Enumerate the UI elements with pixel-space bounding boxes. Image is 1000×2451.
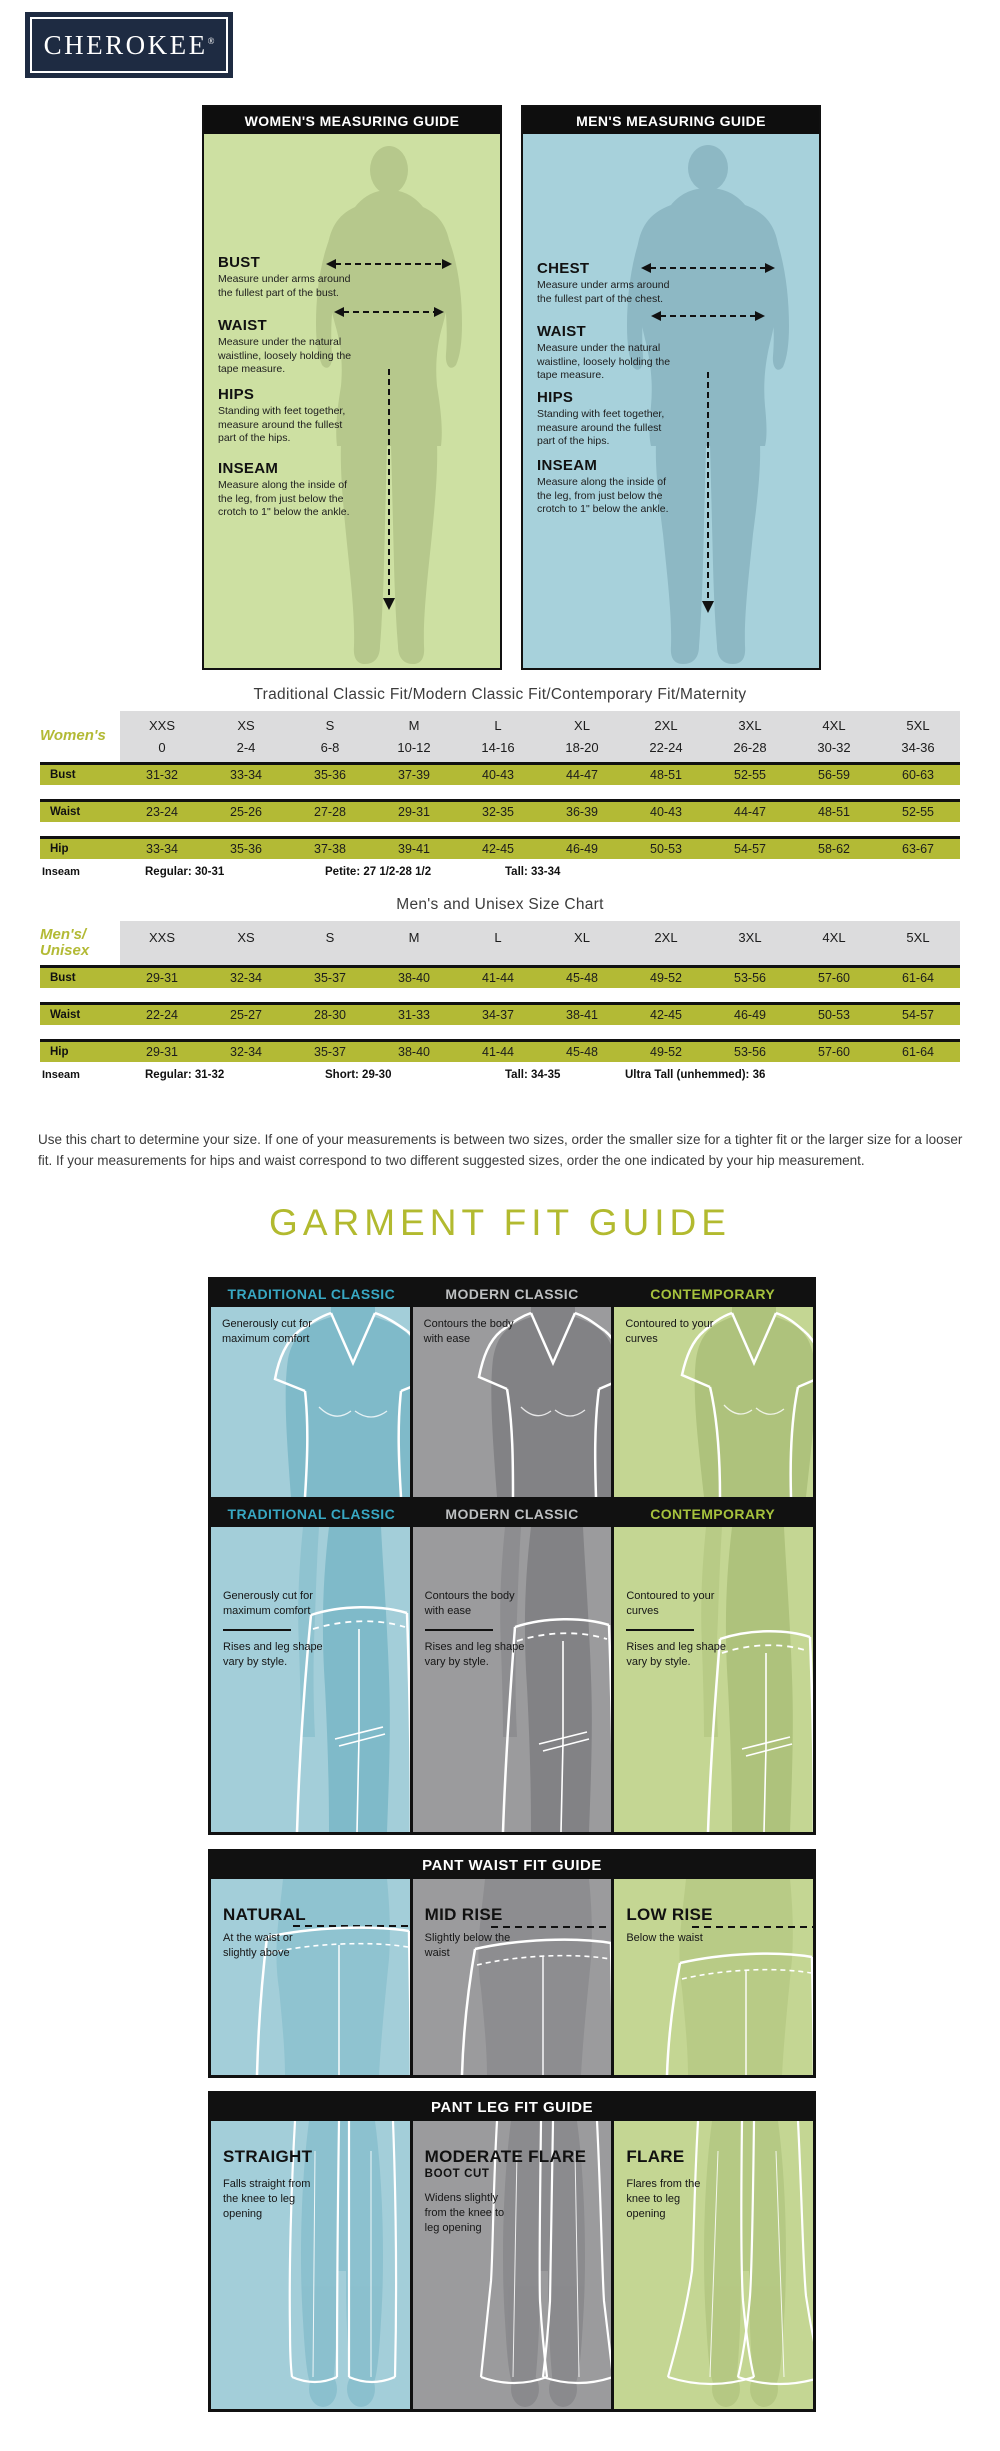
mens-guide-title: MEN'S MEASURING GUIDE: [523, 107, 819, 134]
mid-rise-waist-panel: [413, 1879, 612, 2075]
mens-guide-body: [523, 134, 819, 668]
traditional-classic-heading: TRADITIONAL CLASSIC: [227, 1285, 396, 1302]
table-cell: 33-34: [230, 768, 262, 782]
table-cell: 45-48: [566, 971, 598, 985]
table-cell: 35-37: [314, 1045, 346, 1059]
table-cell: 38-41: [566, 1008, 598, 1022]
table-cell: 57-60: [818, 971, 850, 985]
guide-section-hips: [218, 386, 356, 446]
scrub-pant-illustration: [211, 1527, 410, 1832]
womens-guide-title: WOMEN'S MEASURING GUIDE: [204, 107, 500, 134]
womens-size-chart: [40, 686, 960, 883]
table-cell: 0: [158, 740, 166, 755]
moderate-flare-leg-panel: [413, 2121, 612, 2409]
straight-label: STRAIGHT: [223, 2147, 313, 2166]
table-cell: XXS: [148, 930, 175, 945]
size-numbers-row: [120, 740, 960, 755]
mens-size-chart: [40, 896, 960, 1086]
inseam-petite: Petite: 27 1/2-28 1/2: [325, 866, 432, 878]
fit-description: Generously cut for maximum comfort: [223, 1590, 313, 1617]
natural-label: NATURAL: [223, 1905, 306, 1924]
table-cell: 14-16: [481, 740, 515, 755]
table-cell: XL: [574, 930, 590, 945]
modern-classic-heading: MODERN CLASSIC: [445, 1505, 579, 1522]
inseam-tall: Tall: 33-34: [505, 866, 561, 878]
section-label: HIPS: [537, 389, 574, 406]
table-cell: M: [408, 930, 420, 945]
womens-guide-body: [204, 134, 500, 668]
table-cell: S: [325, 718, 335, 733]
table-cell: 39-41: [398, 842, 430, 856]
table-cell: 34-37: [482, 1008, 514, 1022]
natural-waist-panel: [211, 1879, 410, 2075]
section-text: Measure under arms around the fullest part of the bust.: [218, 273, 351, 299]
bust-row: [40, 965, 960, 988]
inseam-row: [40, 861, 960, 883]
section-text: Measure under the natural waistline, loosely holding the tape measure.: [218, 336, 352, 376]
table-cell: 37-38: [314, 842, 346, 856]
flare-label: FLARE: [626, 2147, 685, 2166]
table-cell: 5XL: [906, 930, 930, 945]
pant-waist-fit-title: PANT WAIST FIT GUIDE: [422, 1857, 602, 1874]
table-cell: 28-30: [314, 1008, 346, 1022]
flare-leg-panel: [614, 2121, 813, 2409]
table-cell: 36-39: [566, 805, 598, 819]
table-cell: 38-40: [398, 1045, 430, 1059]
table-cell: 31-33: [398, 1008, 430, 1022]
inseam-row: [40, 1064, 960, 1086]
table-cell: 27-28: [314, 805, 346, 819]
mens-row-group-label: [40, 921, 120, 965]
pants-fit-header: [211, 1500, 813, 1527]
table-cell: M: [408, 718, 420, 733]
row-label: Waist: [50, 806, 81, 818]
section-text: Measure along the inside of the leg, from just below the crotch to 1" below the ankle.: [537, 476, 669, 516]
table-cell: 3XL: [738, 718, 762, 733]
table-cell: 48-51: [650, 768, 682, 782]
row-label: Hip: [50, 843, 69, 855]
table-cell: 4XL: [822, 718, 846, 733]
table-cell: 50-53: [818, 1008, 850, 1022]
table-cell: 61-64: [902, 1045, 934, 1059]
table-cell: 25-27: [230, 1008, 262, 1022]
table-cell: 29-31: [398, 805, 430, 819]
inseam-short: Short: 29-30: [325, 1069, 392, 1081]
row-label: Hip: [50, 1046, 69, 1058]
fit-subnote: Rises and leg shape vary by style.: [626, 1640, 727, 1668]
row-values: [120, 805, 960, 819]
table-cell: 49-52: [650, 971, 682, 985]
table-cell: 33-34: [146, 842, 178, 856]
table-cell: 41-44: [482, 971, 514, 985]
guide-section-waist: [537, 323, 675, 383]
fit-description: Generously cut for maximum comfort: [222, 1318, 312, 1345]
contemporary-pant-panel: [614, 1527, 813, 1832]
table-cell: 5XL: [906, 718, 930, 733]
table-cell: 52-55: [734, 768, 766, 782]
bust-row: [40, 762, 960, 785]
table-cell: 25-26: [230, 805, 262, 819]
row-label: Waist: [50, 1009, 81, 1021]
section-text: Standing with feet together, measure around the fullest part of the hips.: [537, 408, 665, 448]
table-cell: L: [494, 718, 502, 733]
modern-classic-pant-panel: [413, 1527, 612, 1832]
guide-section-chest: [537, 260, 675, 306]
scrub-pant-illustration: [413, 1527, 612, 1832]
table-cell: 58-62: [818, 842, 850, 856]
table-cell: 44-47: [734, 805, 766, 819]
waist-row: [40, 799, 960, 822]
brand-logo-text: [44, 30, 215, 61]
divider: [425, 1629, 493, 1631]
contemporary-top-panel: [614, 1307, 813, 1497]
modern-classic-heading: MODERN CLASSIC: [445, 1285, 579, 1302]
table-cell: 34-36: [901, 740, 935, 755]
fit-description: Contours the body with ease: [424, 1590, 515, 1617]
fit-description-block: [425, 1589, 525, 1669]
pants-fit-guide: [208, 1497, 816, 1835]
table-cell: 31-32: [146, 768, 178, 782]
womens-row-group-label: [40, 711, 120, 762]
contemporary-heading: CONTEMPORARY: [650, 1285, 776, 1302]
table-cell: 38-40: [398, 971, 430, 985]
row-values: [120, 1045, 960, 1059]
fit-description: Contoured to your curves: [626, 1590, 715, 1617]
table-cell: XXS: [148, 718, 175, 733]
moderate-flare-label: MODERATE FLARE: [424, 2147, 587, 2166]
brand-logo-frame: [30, 17, 228, 73]
scrub-pant-illustration: [614, 1527, 813, 1832]
inseam-ultra-tall: Ultra Tall (unhemmed): 36: [625, 1069, 766, 1081]
table-cell: 29-31: [146, 1045, 178, 1059]
fit-description: Falls straight from the knee to leg opening: [223, 2178, 311, 2220]
guide-section-hips: [537, 389, 675, 449]
low-rise-label: LOW RISE: [626, 1905, 713, 1924]
table-cell: XS: [237, 718, 255, 733]
fit-description: Contoured to your curves: [625, 1318, 714, 1345]
row-label: Inseam: [42, 1069, 80, 1081]
section-text: Standing with feet together, measure around the fullest part of the hips.: [218, 405, 346, 445]
table-cell: 2XL: [654, 718, 678, 733]
divider: [626, 1629, 694, 1631]
registered-mark: ®: [207, 35, 215, 46]
traditional-classic-heading: TRADITIONAL CLASSIC: [227, 1505, 396, 1522]
row-label: Bust: [50, 972, 76, 984]
hip-row: [40, 1039, 960, 1062]
sizing-note: Use this chart to determine your size. If one of your measurements is between two sizes, order the smaller size for a tighter fit or the larger size for a looser fit. If your measurements for hips and waist correspond to two different suggested sizes, order the one indicated by your hip measurement.: [38, 1132, 963, 1168]
row-values: [120, 1008, 960, 1022]
table-cell: 44-47: [566, 768, 598, 782]
fit-description-block: [223, 1589, 323, 1669]
fit-description: Widens slightly from the knee to leg opening: [424, 2192, 505, 2234]
table-cell: 35-36: [314, 768, 346, 782]
mens-chart-title: Men's and Unisex Size Chart: [396, 896, 604, 913]
row-values: [120, 842, 960, 856]
section-label: INSEAM: [218, 460, 279, 477]
modern-classic-top-panel: [413, 1307, 612, 1497]
table-cell: 52-55: [902, 805, 934, 819]
table-cell: 40-43: [650, 805, 682, 819]
low-rise-waist-panel: [614, 1879, 813, 2075]
table-cell: 6-8: [320, 740, 340, 755]
mens-chart-header: [40, 921, 960, 965]
size-header-band: [120, 921, 960, 965]
table-cell: 3XL: [738, 930, 762, 945]
table-cell: 46-49: [734, 1008, 766, 1022]
tops-fit-header: [211, 1280, 813, 1307]
mens-label-line1: Men's/: [40, 925, 87, 943]
table-cell: 32-34: [230, 971, 262, 985]
table-cell: 2XL: [654, 930, 678, 945]
hip-row: [40, 836, 960, 859]
row-values: [120, 971, 960, 985]
table-cell: 2-4: [236, 740, 256, 755]
straight-leg-panel: [211, 2121, 410, 2409]
section-label: CHEST: [537, 260, 590, 277]
table-cell: 23-24: [146, 805, 178, 819]
table-cell: 61-64: [902, 971, 934, 985]
table-cell: 42-45: [650, 1008, 682, 1022]
mens-measuring-guide: [521, 105, 821, 670]
table-cell: 32-35: [482, 805, 514, 819]
fit-description: Below the waist: [626, 1932, 703, 1944]
fit-subnote: Rises and leg shape vary by style.: [223, 1640, 323, 1668]
table-cell: 54-57: [902, 1008, 934, 1022]
boot-cut-label: BOOT CUT: [424, 2168, 490, 2180]
table-cell: 35-36: [230, 842, 262, 856]
womens-chart-header: [40, 711, 960, 762]
waist-row: [40, 1002, 960, 1025]
table-cell: 45-48: [566, 1045, 598, 1059]
section-label: HIPS: [218, 386, 255, 403]
row-label: Bust: [50, 769, 76, 781]
row-label: Inseam: [42, 866, 80, 878]
garment-fit-guide-title: GARMENT FIT GUIDE: [269, 1202, 731, 1243]
guide-section-inseam: [537, 457, 675, 517]
section-label: INSEAM: [537, 457, 598, 474]
traditional-classic-pant-panel: [211, 1527, 410, 1832]
table-cell: 50-53: [650, 842, 682, 856]
mens-label-line2: Unisex: [40, 942, 90, 959]
pant-leg-fit-title: PANT LEG FIT GUIDE: [430, 2099, 594, 2116]
table-cell: 22-24: [146, 1008, 178, 1022]
table-cell: 41-44: [482, 1045, 514, 1059]
table-cell: 56-59: [818, 768, 850, 782]
table-cell: 48-51: [818, 805, 850, 819]
womens-chart-title: Traditional Classic Fit/Modern Classic Fit/Contemporary Fit/Maternity: [253, 686, 747, 703]
fit-subnote: Rises and leg shape vary by style.: [424, 1640, 525, 1668]
inseam-tall: Tall: 34-35: [505, 1069, 561, 1081]
table-cell: 53-56: [734, 1045, 766, 1059]
section-text: Measure along the inside of the leg, from just below the crotch to 1" below the ankle.: [218, 479, 350, 519]
table-cell: 54-57: [734, 842, 766, 856]
table-cell: 22-24: [649, 740, 683, 755]
fit-description: Contours the body with ease: [423, 1318, 514, 1345]
table-cell: XS: [237, 930, 255, 945]
table-cell: 32-34: [230, 1045, 262, 1059]
table-cell: 63-67: [902, 842, 934, 856]
guide-section-waist: [218, 317, 356, 377]
inseam-regular: Regular: 31-32: [145, 1069, 225, 1081]
table-cell: 40-43: [482, 768, 514, 782]
womens-label: Women's: [40, 727, 106, 745]
fit-description: At the waist or slightly above: [223, 1932, 293, 1959]
inseam-regular: Regular: 30-31: [145, 866, 225, 878]
section-text: Measure under arms around the fullest part of the chest.: [537, 279, 670, 305]
row-values: [120, 768, 960, 782]
table-cell: 46-49: [566, 842, 598, 856]
mid-rise-label: MID RISE: [424, 1905, 503, 1924]
contemporary-heading: CONTEMPORARY: [650, 1505, 776, 1522]
size-header-band: [120, 711, 960, 762]
pant-leg-fit-guide: [208, 2091, 816, 2412]
table-cell: 29-31: [146, 971, 178, 985]
table-cell: S: [325, 930, 335, 945]
table-cell: 53-56: [734, 971, 766, 985]
brand-name: CHEROKEE: [43, 29, 208, 60]
guide-section-bust: [218, 254, 356, 300]
pant-waist-fit-guide: [208, 1849, 816, 2078]
fit-description: Flares from the knee to leg opening: [626, 2178, 701, 2220]
table-cell: 57-60: [818, 1045, 850, 1059]
section-label: WAIST: [537, 323, 586, 340]
size-letters-row: [120, 930, 960, 945]
guide-section-inseam: [218, 460, 356, 520]
table-cell: 49-52: [650, 1045, 682, 1059]
table-cell: 60-63: [902, 768, 934, 782]
table-cell: 10-12: [397, 740, 431, 755]
table-cell: 42-45: [482, 842, 514, 856]
table-cell: 4XL: [822, 930, 846, 945]
divider: [223, 1629, 291, 1631]
traditional-classic-top-panel: [211, 1307, 410, 1497]
table-cell: 30-32: [817, 740, 851, 755]
table-cell: 18-20: [565, 740, 599, 755]
womens-measuring-guide: [202, 105, 502, 670]
section-label: BUST: [218, 254, 261, 271]
size-letters-row: [120, 718, 960, 733]
table-cell: 26-28: [733, 740, 767, 755]
section-label: WAIST: [218, 317, 267, 334]
fit-description-block: [626, 1589, 726, 1669]
table-cell: XL: [574, 718, 590, 733]
tops-fit-guide: [208, 1277, 816, 1500]
section-text: Measure under the natural waistline, loosely holding the tape measure.: [537, 342, 671, 382]
table-cell: 37-39: [398, 768, 430, 782]
fit-description: Slightly below the waist: [424, 1932, 511, 1959]
table-cell: 35-37: [314, 971, 346, 985]
table-cell: L: [494, 930, 502, 945]
brand-logo: [25, 12, 233, 78]
